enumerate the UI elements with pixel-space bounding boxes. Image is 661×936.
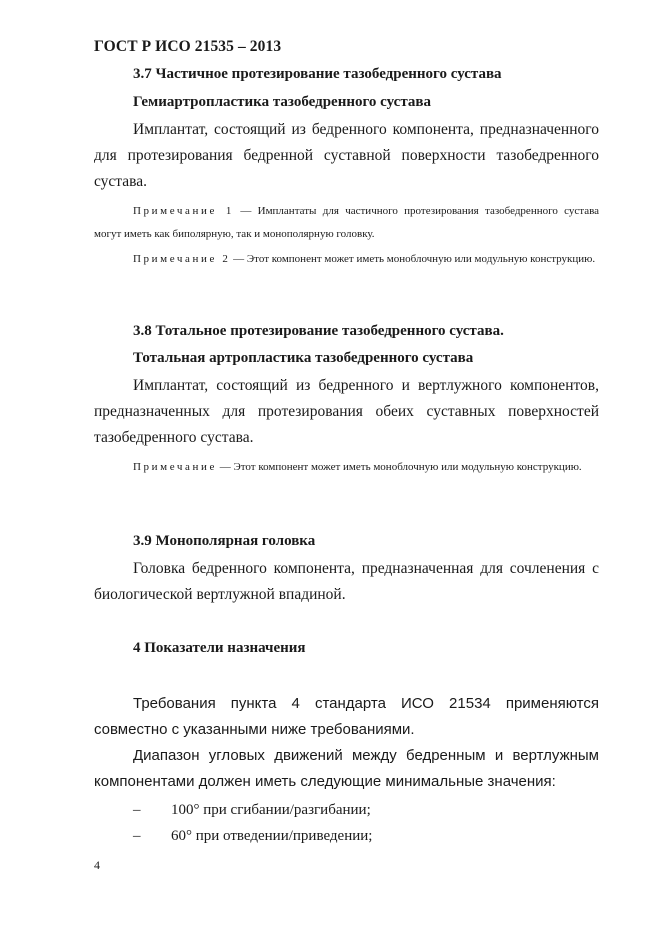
- document-header: ГОСТ Р ИСО 21535 – 2013: [94, 38, 282, 55]
- section-3-9-heading: 3.9 Монополярная головка: [133, 533, 316, 549]
- section-4-para-1: Требования пункта 4 стандарта ИСО 21534 применяются совместно с указанными ниже требованиями.: [94, 695, 599, 738]
- section-3-8-text: Имплантат, состоящий из бедренного и вертлужного компонентов, предназначенных для протезирования обеих суставных поверхностей тазобедренного сустава.: [94, 377, 599, 446]
- section-3-7-heading: 3.7 Частичное протезирование тазобедренного сустава: [133, 66, 502, 82]
- list-item: [133, 802, 371, 819]
- section-3-8-note: [94, 456, 599, 479]
- note-label: Примечание 2: [133, 253, 231, 265]
- list-item: [133, 828, 372, 845]
- section-3-9-text: Головка бедренного компонента, предназначенная для сочленения с биологической вертлужной впадиной.: [94, 560, 599, 603]
- note-text: — Этот компонент может иметь моноблочную или модульную конструкцию.: [233, 253, 596, 265]
- note-label: Примечание: [133, 461, 217, 473]
- section-3-7-note-1: [94, 200, 599, 246]
- section-3-7-subheading: Гемиартропластика тазобедренного сустава: [133, 94, 431, 110]
- page-number: 4: [94, 858, 100, 872]
- list-item-text: 100° при сгибании/разгибании;: [171, 802, 371, 818]
- section-3-8-subheading: Тотальная артропластика тазобедренного сустава: [133, 350, 474, 366]
- section-3-7-text: Имплантат, состоящий из бедренного компонента, предназначенного для протезирования бедренной суставной поверхности тазобедренного сустава.: [94, 121, 599, 190]
- list-dash: –: [133, 828, 141, 844]
- section-3-7-note-2: [94, 248, 599, 271]
- section-4-heading: 4 Показатели назначения: [133, 640, 306, 656]
- list-dash: –: [133, 802, 141, 818]
- note-text: — Имплантаты для частичного протезирования тазобедренного сустава могут иметь как биполярную, так и монополярную головку.: [94, 205, 600, 240]
- note-label: Примечание 1: [133, 205, 234, 217]
- section-3-8-heading: 3.8 Тотальное протезирование тазобедренного сустава.: [133, 323, 504, 339]
- list-item-text: 60° при отведении/приведении;: [171, 828, 373, 844]
- note-text: — Этот компонент может иметь моноблочную или модульную конструкцию.: [219, 461, 582, 473]
- section-4-para-2: Диапазон угловых движений между бедренным и вертлужным компонентами должен иметь следующие минимальные значения:: [94, 747, 599, 790]
